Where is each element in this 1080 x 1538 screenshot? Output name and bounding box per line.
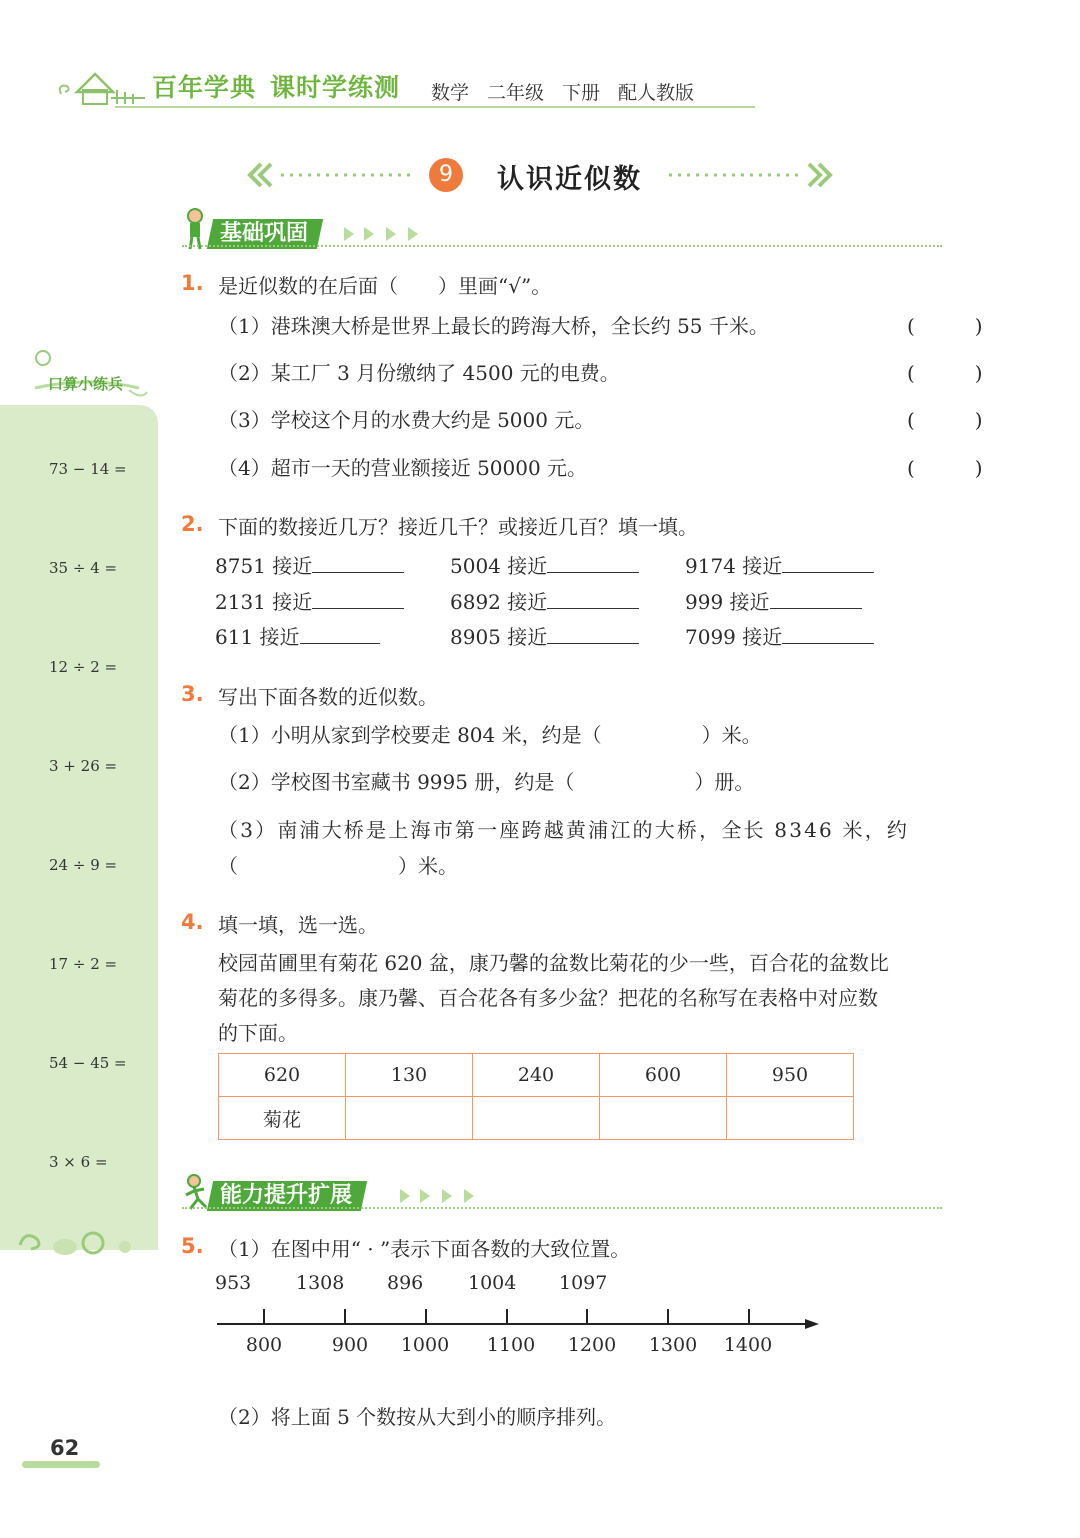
table-header-row — [219, 1054, 854, 1097]
lesson-title-bar — [245, 155, 835, 199]
calc-item: 35 ÷ 4 = — [49, 559, 118, 577]
question-text: 写出下面各数的近似数。 — [218, 685, 438, 709]
fill-item[interactable]: 8905 接近 — [450, 621, 639, 650]
answer-cell[interactable] — [727, 1097, 854, 1140]
question-number: 3. — [181, 682, 204, 706]
fill-item[interactable]: 611 接近 — [215, 621, 380, 650]
right-arrows-icon — [665, 161, 835, 189]
table-cell: 240 — [473, 1054, 600, 1097]
lesson-title: 认识近似数 — [497, 164, 642, 195]
fill-item[interactable]: 2131 接近 — [215, 586, 404, 615]
question-number: 5. — [181, 1234, 204, 1258]
question-text: 下面的数接近几万？接近几千？或接近几百？填一填。 — [218, 515, 698, 539]
question-number: 2. — [181, 512, 204, 536]
table-cell: 菊花 — [219, 1097, 346, 1140]
answer-paren[interactable]: ( ) — [907, 456, 983, 480]
axis-tick — [506, 1309, 508, 1325]
q5-part1: （1）在图中用“ · ”表示下面各数的大致位置。 — [218, 1237, 631, 1261]
axis-label: 900 — [331, 1334, 369, 1356]
fill-item[interactable]: 5004 接近 — [450, 550, 639, 579]
page-header — [55, 60, 755, 120]
question-text: 是近似数的在后面（ ）里画“√”。 — [218, 274, 552, 298]
calc-item: 54 − 45 = — [49, 1054, 127, 1072]
table-row — [219, 1097, 854, 1140]
axis-label: 800 — [245, 1334, 283, 1356]
brand-part1: 百年学典 — [152, 73, 257, 102]
grade: 二年级 — [487, 82, 545, 104]
page-number-bar — [22, 1461, 100, 1468]
banner-divider — [182, 1207, 942, 1209]
axis-tick — [344, 1309, 346, 1325]
q1-item: （2）某工厂 3 月份缴纳了 4500 元的电费。 — [218, 361, 620, 385]
answer-cell[interactable] — [473, 1097, 600, 1140]
answer-paren[interactable]: ( ) — [907, 408, 983, 432]
axis-tick — [586, 1309, 588, 1325]
q5-number: 1004 — [468, 1272, 517, 1294]
section-label-basic: 基础巩固 — [207, 219, 323, 249]
fill-item[interactable]: 8751 接近 — [215, 550, 404, 579]
fill-item[interactable]: 6892 接近 — [450, 586, 639, 615]
fill-item[interactable]: 9174 接近 — [685, 550, 874, 579]
section-label-advanced: 能力提升扩展 — [207, 1181, 367, 1211]
number-line-axis[interactable] — [215, 1316, 825, 1332]
banner-arrows-icon — [342, 223, 432, 245]
house-icon — [55, 60, 150, 110]
q5-number: 896 — [387, 1272, 424, 1294]
answer-paren[interactable]: ( ) — [907, 361, 983, 385]
question-number: 1. — [181, 271, 204, 295]
volume: 下册 — [562, 82, 601, 104]
q3-item[interactable]: （2）学校图书室藏书 9995 册，约是（ ）册。 — [218, 770, 755, 794]
calc-item: 3 × 6 = — [49, 1153, 108, 1171]
decorative-swirl-icon — [15, 1225, 150, 1267]
q3-item-cont[interactable]: （ ）米。 — [218, 854, 458, 878]
axis-label: 1100 — [486, 1334, 536, 1356]
q1-item: （1）港珠澳大桥是世界上最长的跨海大桥，全长约 55 千米。 — [218, 314, 769, 338]
section-banner-basic — [182, 219, 952, 249]
question-text: 填一填，选一选。 — [218, 913, 378, 937]
calc-item: 73 − 14 = — [49, 460, 127, 478]
axis-label: 1000 — [400, 1334, 450, 1356]
page-number: 62 — [50, 1436, 80, 1460]
banner-arrows-icon — [398, 1185, 488, 1207]
answer-cell[interactable] — [346, 1097, 473, 1140]
flower-table — [218, 1053, 854, 1140]
oral-practice-sidebar — [0, 405, 158, 1250]
left-arrows-icon — [245, 161, 415, 189]
q4-paragraph: 的下面。 — [218, 1021, 298, 1045]
brand-title — [152, 68, 414, 104]
fill-item[interactable]: 999 接近 — [685, 586, 862, 615]
oral-practice-label: 口算小练兵 — [48, 375, 124, 393]
axis-label: 1300 — [648, 1334, 698, 1356]
brand-part2: 课时学练测 — [270, 73, 401, 102]
section-banner-advanced — [182, 1181, 952, 1211]
subject: 数学 — [431, 82, 470, 104]
q5-number: 953 — [215, 1272, 252, 1294]
q1-item: （4）超市一天的营业额接近 50000 元。 — [218, 456, 588, 480]
axis-tick — [748, 1309, 750, 1325]
axis-tick — [425, 1309, 427, 1325]
table-cell: 950 — [727, 1054, 854, 1097]
calc-item: 24 ÷ 9 = — [49, 856, 118, 874]
table-cell: 600 — [600, 1054, 727, 1097]
table-cell: 130 — [346, 1054, 473, 1097]
edition: 配人教版 — [618, 82, 695, 104]
q5-part2: （2）将上面 5 个数按从大到小的顺序排列。 — [218, 1405, 617, 1429]
q3-item[interactable]: （1）小明从家到学校要走 804 米，约是（ ）米。 — [218, 723, 762, 747]
q1-item: （3）学校这个月的水费大约是 5000 元。 — [218, 408, 595, 432]
q4-paragraph: 校园苗圃里有菊花 620 盆，康乃馨的盆数比菊花的少一些，百合花的盆数比 — [218, 951, 889, 975]
q5-number: 1097 — [559, 1272, 608, 1294]
banner-divider — [182, 245, 942, 247]
table-cell: 620 — [219, 1054, 346, 1097]
header-divider — [115, 106, 755, 108]
calc-item: 17 ÷ 2 = — [49, 955, 118, 973]
lesson-number-badge: 9 — [429, 158, 463, 192]
axis-label: 1400 — [723, 1334, 773, 1356]
axis-tick — [667, 1309, 669, 1325]
q3-item: （3）南浦大桥是上海市第一座跨越黄浦江的大桥，全长 8346 米，约 — [218, 818, 910, 842]
q5-number: 1308 — [296, 1272, 345, 1294]
q4-paragraph: 菊花的多得多。康乃馨、百合花各有多少盆？把花的名称写在表格中对应数 — [218, 986, 878, 1010]
answer-paren[interactable]: ( ) — [907, 314, 983, 338]
book-info — [431, 78, 712, 105]
answer-cell[interactable] — [600, 1097, 727, 1140]
question-number: 4. — [181, 910, 204, 934]
axis-tick — [263, 1309, 265, 1325]
axis-label: 1200 — [567, 1334, 617, 1356]
calc-item: 12 ÷ 2 = — [49, 658, 118, 676]
calc-item: 3 + 26 = — [49, 757, 118, 775]
fill-item[interactable]: 7099 接近 — [685, 621, 874, 650]
